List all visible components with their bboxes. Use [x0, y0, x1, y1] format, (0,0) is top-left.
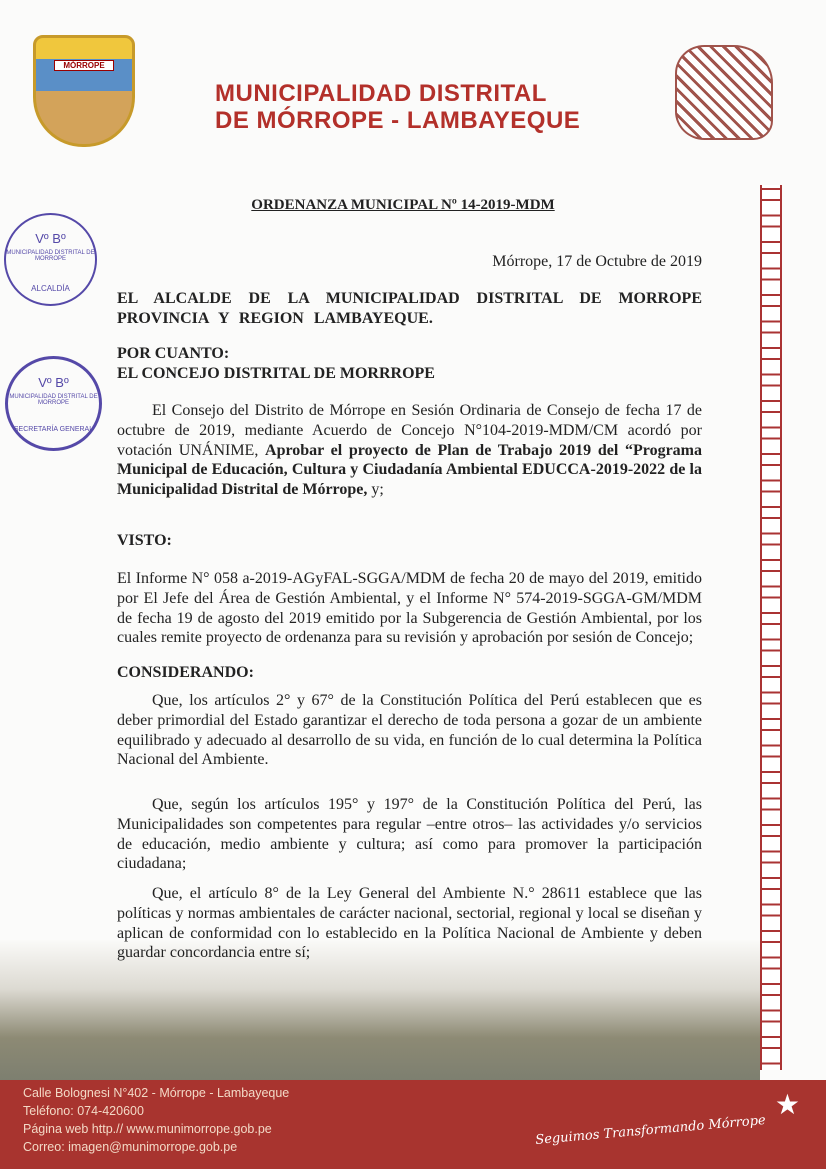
document-title: ORDENANZA MUNICIPAL Nº 14-2019-MDM — [251, 197, 555, 213]
stamp-text: MUNICIPALIDAD DISTRITAL DE MORROPE — [6, 250, 95, 262]
bold-text: Aprobar el proyecto de Plan de Trabajo 2019 del “Programa Municipal de Educación, Cultura y Ciudadanía Ambiental EDUCCA-2019-2022 de la Municipalidad Distrital de Mórrope, — [117, 441, 703, 499]
visto-heading: VISTO: — [117, 532, 172, 549]
municipal-crest — [33, 35, 135, 147]
pre-columbian-emblem — [675, 45, 773, 140]
header-title-line1: MUNICIPALIDAD DISTRITAL — [215, 80, 547, 107]
alcalde-heading: EL ALCALDE DE LA MUNICIPALIDAD DISTRITAL DE MORROPE PROVINCIA Y REGION LAMBAYEQUE. — [117, 290, 702, 327]
paragraph-considerando-1: Que, los artículos 2° y 67° de la Constitución Política del Perú establecen que es deber primordial del Estado garantizar el derecho de toda persona a gozar de un ambiente equilibrado y adecuado al desarrollo de su vida, en función de lo cual determina la Política Nacional del Ambiente. — [117, 692, 702, 769]
stamp-vb: Vº Bº — [35, 231, 66, 246]
text: y; — [367, 481, 384, 499]
decorative-border — [760, 185, 782, 1070]
paragraph-considerando-3: Que, el artículo 8° de la Ley General del Ambiente N.° 28611 establece que las políticas y normas ambientales de carácter nacional, sectorial, regional y local se diseñan y aplican de conformidad con lo establecido en la Política Nacional de Ambiente y deben guardar concordancia entre sí; — [117, 885, 702, 962]
header-title-line2: DE MÓRROPE - LAMBAYEQUE — [215, 107, 581, 134]
paragraph-visto: El Informe N° 058 a-2019-AGyFAL-SGGA/MDM de fecha 20 de mayo del 2019, emitido por El Jefe del Área de Gestión Ambiental, y el Informe N° 574-2019-SGGA-GM/MDM de fecha 19 de agosto del 2019 emitido por la Subgerencia de Gestión Ambiental, por los cuales remite proyecto de ordenanza para su revisión y aprobación por sesión de Concejo; — [117, 570, 702, 647]
por-cuanto-heading: POR CUANTO: — [117, 345, 230, 362]
paragraph-considerando-2: Que, según los artículos 195° y 197° de la Constitución Política del Perú, las Municipalidades son competentes para regular –entre otros– las actividades y/o servicios de educación, medio ambiente y cultura; así como para promover la participación ciudadana; — [117, 796, 702, 873]
stamp-text: MUNICIPALIDAD DISTRITAL DE MORROPE — [9, 394, 98, 406]
stamp-alcaldia — [4, 213, 97, 306]
stamp-secretaria — [5, 356, 102, 451]
paragraph-acuerdo — [117, 401, 702, 500]
footer-phone: Teléfono: 074-420600 — [23, 1104, 144, 1118]
footer-web: Página web http.// www.munimorrope.gob.pe — [23, 1122, 272, 1136]
document-date: Mórrope, 17 de Octubre de 2019 — [492, 253, 702, 270]
footer-address: Calle Bolognesi N°402 - Mórrope - Lambayeque — [23, 1086, 290, 1100]
footer — [0, 1080, 826, 1169]
considerando-heading: CONSIDERANDO: — [117, 664, 254, 681]
star-icon: ★ — [774, 1089, 800, 1120]
stamp-vb: Vº Bº — [38, 375, 69, 390]
stamp-text: ALCALDÍA — [31, 284, 70, 293]
crest-banner: MÓRROPE — [54, 60, 114, 71]
footer-email: Correo: imagen@munimorrope.gob.pe — [23, 1140, 238, 1154]
text: El Consejo del Distrito de Mórrope en Sesión Ordinaria de Consejo de fecha 17 de octubre de 2019, mediante Acuerdo de Concejo N°104-2019-MDM/CM acordó por votación UNÁNIME, — [117, 402, 702, 459]
stamp-text: SECRETARÍA GENERAL — [13, 426, 94, 433]
footer-slogan: Seguimos Transformando Mórrope — [534, 1112, 767, 1149]
concejo-heading: EL CONCEJO DISTRITAL DE MORRROPE — [117, 365, 435, 382]
